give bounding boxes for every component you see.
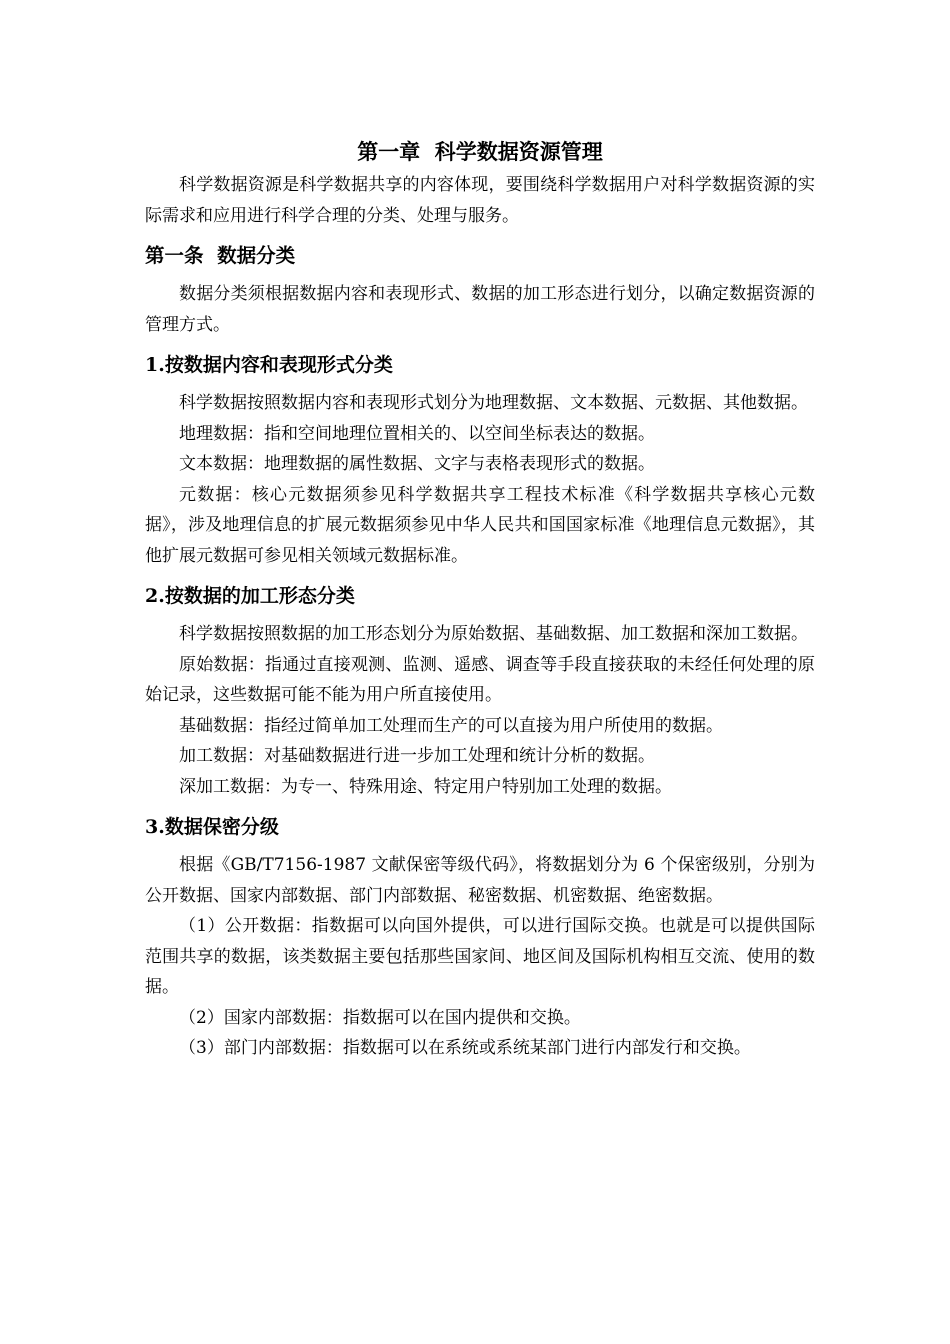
section-3-paragraph: （3）部门内部数据：指数据可以在系统或系统某部门进行内部发行和交换。	[179, 1038, 751, 1058]
section-1-paragraph: 文本数据：地理数据的属性数据、文字与表格表现形式的数据。	[179, 454, 655, 474]
section-1-paragraph: 科学数据按照数据内容和表现形式划分为地理数据、文本数据、元数据、其他数据。	[179, 393, 808, 413]
section-2-paragraph: 原始数据：指通过直接观测、监测、遥感、调查等手段直接获取的未经任何处理的原始记录，这些数据可能不能为用户所直接使用。	[145, 654, 815, 705]
section-2-paragraph: 科学数据按照数据的加工形态划分为原始数据、基础数据、加工数据和深加工数据。	[179, 624, 808, 644]
section-2-paragraph: 基础数据：指经过简单加工处理而生产的可以直接为用户所使用的数据。	[179, 715, 723, 736]
section-3-paragraph: （2）国家内部数据：指数据可以在国内提供和交换。	[179, 1007, 581, 1028]
article-1-intro: 数据分类须根据数据内容和表现形式、数据的加工形态进行划分，以确定数据资源的管理方式。	[145, 284, 815, 335]
chapter-intro: 科学数据资源是科学数据共享的内容体现，要围绕科学数据用户对科学数据资源的实际需求和应用进行科学合理的分类、处理与服务。	[145, 175, 815, 226]
section-1-paragraph: 地理数据：指和空间地理位置相关的、以空间坐标表达的数据。	[179, 423, 655, 444]
section-1-title: 1.按数据内容和表现形式分类	[145, 354, 393, 376]
section-3-title: 3.数据保密分级	[145, 816, 279, 838]
chapter-title: 第一章 科学数据资源管理	[357, 139, 603, 164]
section-1-paragraph: 元数据：核心元数据须参见科学数据共享工程技术标准《科学数据共享核心元数据》，涉及地理信息的扩展元数据须参见中华人民共和国国家标准《地理信息元数据》，其他扩展元数据可参见相关领域元数据标准。	[145, 484, 815, 566]
section-2-paragraph: 深加工数据：为专一、特殊用途、特定用户特别加工处理的数据。	[179, 776, 672, 797]
section-2-paragraph: 加工数据：对基础数据进行进一步加工处理和统计分析的数据。	[179, 746, 655, 766]
section-3-paragraph: （1）公开数据：指数据可以向国外提供，可以进行国际交换。也就是可以提供国际范围共享的数据，该类数据主要包括那些国家间、地区间及国际机构相互交流、使用的数据。	[145, 916, 815, 997]
article-1-title: 第一条 数据分类	[145, 244, 296, 267]
section-3-paragraph: 根据《GB/T7156-1987 文献保密等级代码》，将数据划分为 6 个保密级别，分别为公开数据、国家内部数据、部门内部数据、秘密数据、机密数据、绝密数据。	[145, 855, 815, 906]
section-2-title: 2.按数据的加工形态分类	[145, 585, 355, 607]
document-body	[145, 134, 815, 1064]
